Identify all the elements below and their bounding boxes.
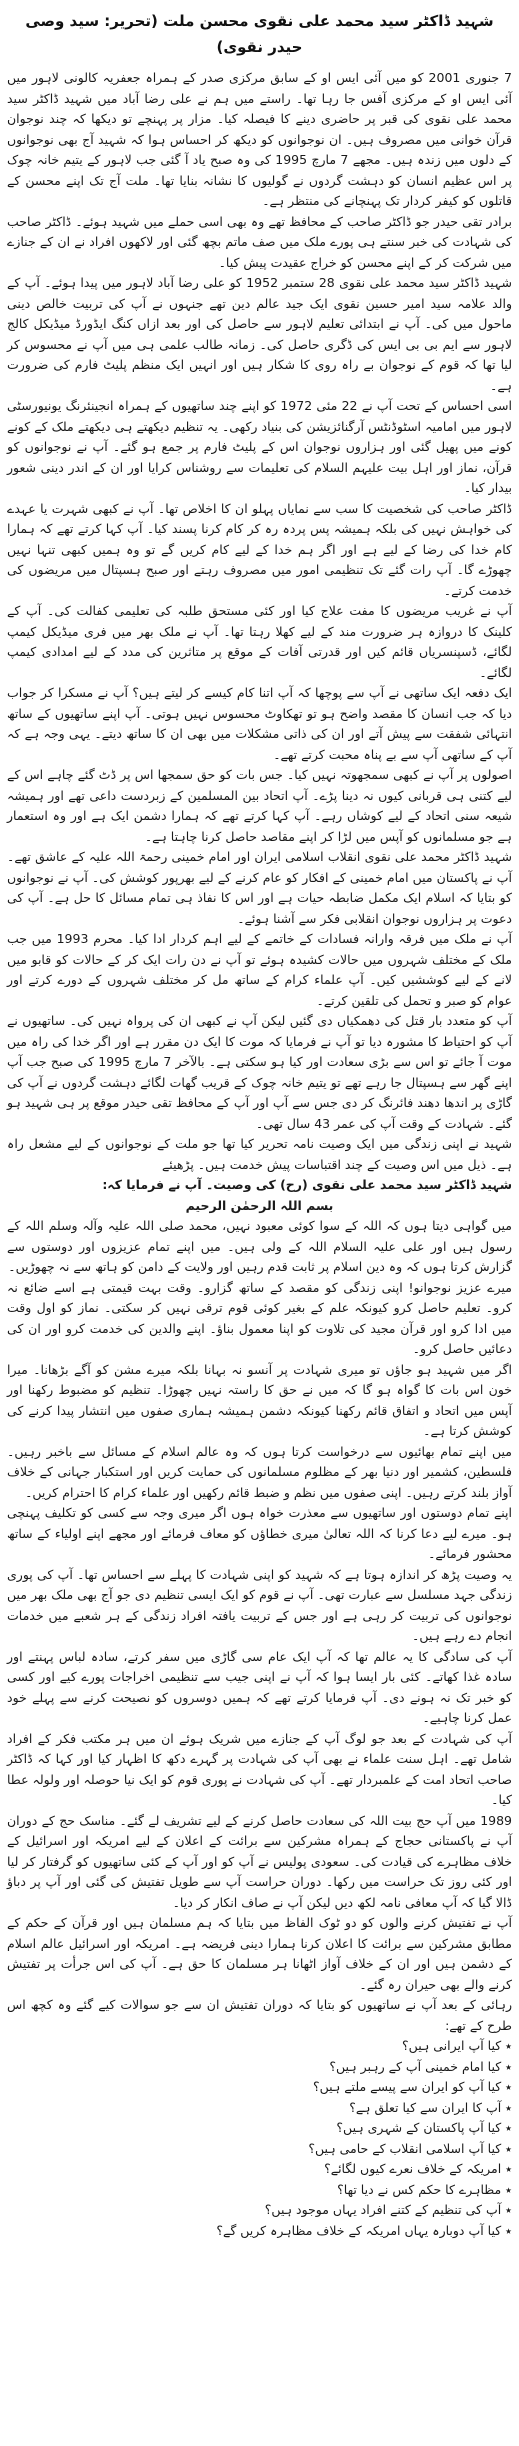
article-paragraph: آپ نے تفتیش کرنے والوں کو دو ٹوک الفاظ میں بتایا کہ ہم مسلمان ہیں اور قرآن کے حکم کے مطابق مشرکین سے برائت کا اعلان کرنا ہمارا دینی فریضہ ہے۔ امریکہ اور اسرائیل عالم اسلام کے دشمن ہیں اور ان کے خلاف آواز اٹھانا ہر مسلمان کا حق ہے۔ آپ کی اس جرأت پر تفتیش کرنے والے بھی حیران رہ گئے۔ <box>7 1915 512 1992</box>
article-paragraph: آپ کی شہادت کے بعد جو لوگ آپ کے جنازے میں شریک ہوئے ان میں ہر مکتب فکر کے افراد شامل تھے۔ اہل سنت علماء نے بھی آپ کی شہادت پر گہرے دکھ کا اظہار کیا اور کہا کہ ڈاکٹر صاحب اتحاد امت کے علمبردار تھے۔ آپ کی شہادت نے پوری قوم کو ایک نیا حوصلہ اور ولولہ عطا کیا۔ <box>7 1730 512 1807</box>
article-paragraph: آپ نے غریب مریضوں کا مفت علاج کیا اور کئی مستحق طلبہ کی تعلیمی کفالت کی۔ آپ کے کلینک کا دروازہ ہر ضرورت مند کے لیے کھلا رہتا تھا۔ آپ نے ملک بھر میں فری میڈیکل کیمپ لگائے، ڈسپنسریاں قائم کیں اور قدرتی آفات کے موقع پر متاثرین کی مدد کے لیے امدادی کیمپ لگائے۔ <box>7 603 512 680</box>
question-item: ٭ کیا آپ پاکستان کے شہری ہیں؟ <box>336 2120 512 2135</box>
article-paragraph: 1989 میں آپ حج بیت اللہ کی سعادت حاصل کرنے کے لیے تشریف لے گئے۔ مناسک حج کے دوران آپ نے پاکستانی حجاج کے ہمراہ مشرکین سے برائت کے اعلان کے لیے امریکہ اور اسرائیل کے خلاف مظاہرے کی قیادت کی۔ سعودی پولیس نے آپ کو اور آپ کے کئی ساتھیوں کو گرفتار کر لیا اور کئی روز تک حراست میں رکھا۔ دوران حراست آپ سے طویل تفتیش کی گئی اور آپ پر دباؤ ڈالا گیا کہ آپ معافی نامہ لکھ دیں لیکن آپ نے صاف انکار کر دیا۔ <box>7 1812 512 1910</box>
article-paragraph: رہائی کے بعد آپ نے ساتھیوں کو بتایا کہ دوران تفتیش ان سے جو سوالات کیے گئے وہ کچھ اس طرح کے تھے: <box>7 1997 512 2033</box>
article-paragraph: 7 جنوری 2001 کو میں آئی ایس او کے سابق مرکزی صدر کے ہمراہ جعفریہ کالونی لاہور میں آئی ایس او کے مرکزی آفس جا رہا تھا۔ راستے میں ہم نے علی رضا آباد میں شہید ڈاکٹر سید محمد علی نقوی کی قبر پر حاضری دینے کا فیصلہ کیا۔ مزار پر پہنچے تو دیکھا کہ چند نوجوان قرآن خوانی میں مصروف ہیں۔ ان نوجوانوں کو دیکھ کر احساس ہوا کہ شہید آج بھی نوجوانوں کے دلوں میں زندہ ہیں۔ مجھے 7 مارچ 1995 کی وہ صبح یاد آ گئی جب لاہور کے یتیم خانہ چوک پر اس عظیم انسان کو دہشت گردوں نے گولیوں کا نشانہ بنایا تھا۔ ملت آج تک اپنے محسن کے قاتلوں کو کیفر کردار تک پہنچانے کی منتظر ہے۔ <box>7 70 512 208</box>
question-item: ٭ کیا آپ اسلامی انقلاب کے حامی ہیں؟ <box>308 2140 512 2156</box>
article-paragraph: ایک دفعہ ایک ساتھی نے آپ سے پوچھا کہ آپ اتنا کام کیسے کر لیتے ہیں؟ آپ نے مسکرا کر جواب دیا کہ جب انسان کا مقصد واضح ہو تو تھکاوٹ محسوس نہیں ہوتی۔ آپ اپنے ساتھیوں کے ساتھ انتہائی شفقت سے پیش آتے اور ان کی ذاتی مشکلات میں بھی ان کا ساتھ دیتے۔ یہی وجہ ہے کہ آپ کے ساتھی آپ سے بے پناہ محبت کرتے تھے۔ <box>7 685 512 762</box>
question-item: ٭ آپ کا ایران سے کیا تعلق ہے؟ <box>349 2099 512 2115</box>
article-title-line <box>7 8 512 60</box>
article-paragraph: اپنے تمام دوستوں اور ساتھیوں سے معذرت خواہ ہوں اگر میری وجہ سے کسی کو تکلیف پہنچی ہو۔ میرے لیے دعا کرنا کہ اللہ تعالیٰ میری خطاؤں کو معاف فرمائے اور مجھے اپنے اولیاء کے ساتھ محشور فرمائے۔ <box>7 1505 512 1561</box>
article-paragraph: شہید ڈاکٹر محمد علی نقوی انقلاب اسلامی ایران اور امام خمینی رحمۃ اللہ علیہ کے عاشق تھے۔ آپ نے پاکستان میں امام خمینی کے افکار کو عام کرنے کے لیے بھرپور کوشش کی۔ آپ نے نوجوانوں کو بتایا کہ اسلام ایک مکمل ضابطہ حیات ہے اور اس کا نفاذ ہی تمام مسائل کا حل ہے۔ آپ کی دعوت پر ہزاروں نوجوان انقلابی فکر سے آشنا ہوئے۔ <box>7 849 512 926</box>
article-body <box>7 68 512 2241</box>
question-item: ٭ آپ کی تنظیم کے کتنے افراد یہاں موجود ہیں؟ <box>264 2202 512 2217</box>
bismillah-line: بسم اللہ الرحمٰن الرحیم <box>185 1197 334 1213</box>
article-paragraph: برادر تقی حیدر جو ڈاکٹر صاحب کے محافظ تھے وہ بھی اسی حملے میں شہید ہوئے۔ ڈاکٹر صاحب کی شہادت کی خبر سنتے ہی پورے ملک میں صف ماتم بچھ گئی اور لاکھوں افراد نے ان کے جنازے میں شرکت کر کے اپنے محسن کو خراج عقیدت پیش کیا۔ <box>7 213 512 270</box>
article-paragraph: شہید ڈاکٹر سید محمد علی نقوی 28 ستمبر 1952 کو علی رضا آباد لاہور میں پیدا ہوئے۔ آپ کے والد علامہ سید امیر حسین نقوی ایک جید عالم دین تھے جنہوں نے آپ کی تربیت خالص دینی ماحول میں کی۔ آپ نے ابتدائی تعلیم لاہور سے حاصل کی اور بعد ازاں کنگ ایڈورڈ میڈیکل کالج لاہور سے ایم بی بی ایس کی ڈگری حاصل کی۔ زمانہ طالب علمی ہی میں آپ نے محسوس کر لیا تھا کہ قوم کے نوجوان بے راہ روی کا شکار ہیں اور انہیں ایک منظم پلیٹ فارم کی ضرورت ہے۔ <box>7 275 512 393</box>
article-paragraph: میں اپنے تمام بھائیوں سے درخواست کرتا ہوں کہ وہ عالم اسلام کے مسائل سے باخبر رہیں۔ فلسطین، کشمیر اور دنیا بھر کے مظلوم مسلمانوں کی حمایت کریں اور استکبار جہانی کے خلاف آواز بلند کرتے رہیں۔ اپنی صفوں میں نظم و ضبط قائم رکھیں اور علماء کرام کا احترام کریں۔ <box>7 1443 512 1500</box>
article-paragraph: یہ وصیت پڑھ کر اندازہ ہوتا ہے کہ شہید کو اپنی شہادت کا پہلے سے احساس تھا۔ آپ کی پوری زندگی جہد مسلسل سے عبارت تھی۔ آپ نے قوم کو ایک ایسی تنظیم دی جو آج بھی ملک بھر میں نوجوانوں کی تربیت کر رہی ہے اور جس کے تربیت یافتہ افراد زندگی کے ہر شعبے میں خدمات انجام دے رہے ہیں۔ <box>7 1566 512 1643</box>
article-title: شہید ڈاکٹر سید محمد علی نقوی محسن ملت <box>163 12 494 30</box>
question-item: ٭ امریکہ کے خلاف نعرے کیوں لگائے؟ <box>324 2161 512 2176</box>
question-item: ٭ کیا آپ دوبارہ یہاں امریکہ کے خلاف مظاہرہ کریں گے؟ <box>216 2222 512 2238</box>
article-paragraph: آپ نے ملک میں فرقہ وارانہ فسادات کے خاتمے کے لیے اہم کردار ادا کیا۔ محرم 1993 میں جب ملک کے مختلف شہروں میں حالات کشیدہ ہوئے تو آپ نے دن رات ایک کر کے حالات کو قابو میں لانے کے لیے کوششیں کیں۔ آپ علماء کرام کے ساتھ مل کر مختلف شہروں کے دورے کرتے اور عوام کو صبر و تحمل کی تلقین کرتے۔ <box>7 931 512 1008</box>
article-paragraph: اصولوں پر آپ نے کبھی سمجھوتہ نہیں کیا۔ جس بات کو حق سمجھا اس پر ڈٹ گئے چاہے اس کے لیے کتنی ہی قربانی کیوں نہ دینا پڑے۔ آپ اتحاد بین المسلمین کے زبردست داعی تھے اور ہمیشہ شیعہ سنی اتحاد کے لیے کوشاں رہے۔ آپ کہا کرتے تھے کہ ہمارا دشمن ایک ہے اور وہ استعمار ہے جو مسلمانوں کو آپس میں لڑا کر اپنے مقاصد حاصل کرنا چاہتا ہے۔ <box>7 767 512 844</box>
will-heading: شہید ڈاکٹر سید محمد علی نقوی (رح) کی وصیت۔ آپ نے فرمایا کہ: <box>102 1177 512 1192</box>
question-item: ٭ مظاہرے کا حکم کس نے دیا تھا؟ <box>337 2181 512 2197</box>
article-paragraph: اگر میں شہید ہو جاؤں تو میری شہادت پر آنسو نہ بہانا بلکہ میرے مشن کو آگے بڑھانا۔ میرا خون اس بات کا گواہ ہو گا کہ میں نے حق کا راستہ نہیں چھوڑا۔ تنظیم کو مضبوط رکھنا اور آپس میں اتحاد و اتفاق قائم رکھنا کیونکہ دشمن ہمیشہ ہماری صفوں میں انتشار پیدا کرنے کی کوشش کرتا ہے۔ <box>7 1361 512 1438</box>
article-paragraph: میرے عزیز نوجوانو! اپنی زندگی کو مقصد کے ساتھ گزارو۔ وقت بہت قیمتی ہے اسے ضائع نہ کرو۔ تعلیم حاصل کرو کیونکہ علم کے بغیر کوئی قوم ترقی نہیں کر سکتی۔ نماز کو اول وقت میں ادا کرو اور قرآن مجید کی تلاوت کو اپنا معمول بناؤ۔ اپنے والدین کی خدمت کرو اور ان کی دعائیں حاصل کرو۔ <box>7 1279 512 1356</box>
question-item: ٭ کیا آپ کو ایران سے پیسے ملتے ہیں؟ <box>313 2079 512 2094</box>
article-paragraph: شہید نے اپنی زندگی میں ایک وصیت نامہ تحریر کیا تھا جو ملت کے نوجوانوں کے لیے مشعل راہ ہے۔ ذیل میں اس وصیت کے چند اقتباسات پیش خدمت ہیں۔ پڑھیئے <box>7 1136 512 1172</box>
article-paragraph: میں گواہی دیتا ہوں کہ اللہ کے سوا کوئی معبود نہیں، محمد صلی اللہ علیہ وآلہ وسلم اللہ کے رسول ہیں اور علی علیہ السلام اللہ کے ولی ہیں۔ میں اپنے تمام عزیزوں اور دوستوں سے گزارش کرتا ہوں کہ وہ دین اسلام پر ثابت قدم رہیں اور ولایت کے دامن کو ہاتھ سے نہ چھوڑیں۔ <box>7 1218 512 1274</box>
article-paragraph: اسی احساس کے تحت آپ نے 22 مئی 1972 کو اپنے چند ساتھیوں کے ہمراہ انجینئرنگ یونیورسٹی لاہور میں امامیہ اسٹوڈنٹس آرگنائزیشن کی بنیاد رکھی۔ یہ تنظیم دیکھتے ہی دیکھتے ملک کے کونے کونے میں پھیل گئی اور ہزاروں نوجوان اس کے پلیٹ فارم پر جمع ہو گئے۔ آپ نے نوجوانوں کو قرآن، نماز اور اہل بیت علیہم السلام کی تعلیمات سے روشناس کرایا اور ان کے اندر دینی شعور بیدار کیا۔ <box>7 398 512 495</box>
article-paragraph: آپ کو متعدد بار قتل کی دھمکیاں دی گئیں لیکن آپ نے کبھی ان کی پرواہ نہیں کی۔ ساتھیوں نے آپ کو احتیاط کا مشورہ دیا تو آپ نے فرمایا کہ موت کا ایک دن مقرر ہے اور اگر خدا کی راہ میں موت آ جائے تو اس سے بڑی سعادت اور کیا ہو سکتی ہے۔ بالآخر 7 مارچ 1995 کی صبح جب آپ اپنے گھر سے ہسپتال جا رہے تھے تو یتیم خانہ چوک کے قریب گھات لگائے دہشت گردوں نے آپ کی گاڑی پر اندھا دھند فائرنگ کر دی جس سے آپ اور آپ کے محافظ تقی حیدر موقع پر ہی شہید ہو گئے۔ شہادت کے وقت آپ کی عمر 43 سال تھی۔ <box>7 1013 512 1131</box>
question-item: ٭ کیا آپ ایرانی ہیں؟ <box>402 2038 512 2053</box>
article-byline: (تحریر: سید وصی حیدر نقوی) <box>25 12 303 56</box>
article-paragraph: آپ کی سادگی کا یہ عالم تھا کہ آپ ایک عام سی گاڑی میں سفر کرتے، سادہ لباس پہنتے اور سادہ غذا کھاتے۔ کئی بار ایسا ہوا کہ آپ نے اپنی جیب سے تنظیمی اخراجات پورے کیے اور کسی کو خبر تک نہ ہونے دی۔ آپ فرمایا کرتے تھے کہ ہمیں دوسروں کو نصیحت کرنے سے پہلے خود عمل کرنا چاہیے۔ <box>7 1648 512 1725</box>
article-paragraph: ڈاکٹر صاحب کی شخصیت کا سب سے نمایاں پہلو ان کا اخلاص تھا۔ آپ نے کبھی شہرت یا عہدے کی خواہش نہیں کی بلکہ ہمیشہ پس پردہ رہ کر کام کرنا پسند کیا۔ آپ کہا کرتے تھے کہ ہمارا کام خدا کی رضا کے لیے ہے اور اگر ہم خدا کے لیے کام کریں گے تو وہ ہمیں کبھی تنہا نہیں چھوڑے گا۔ آپ رات گئے تک تنظیمی امور میں مصروف رہتے اور صبح ہسپتال میں مریضوں کی خدمت کرتے۔ <box>7 500 512 598</box>
question-item: ٭ کیا امام خمینی آپ کے رہبر ہیں؟ <box>329 2058 512 2074</box>
